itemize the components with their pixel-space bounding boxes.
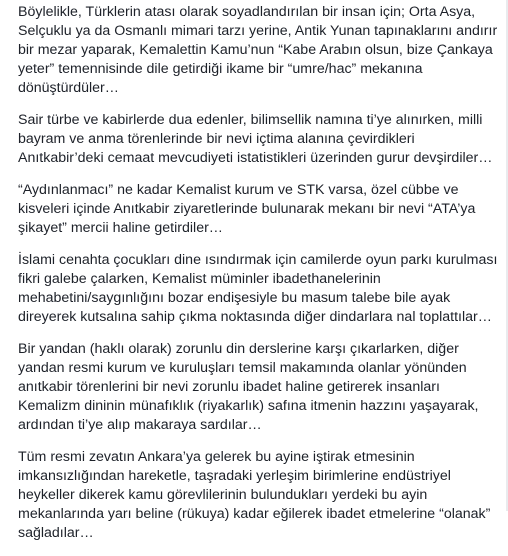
paragraph-line: mekanlarında yarı beline (rükuya) kadar eğilerek ibadet etmelerine “olanak” (18, 506, 491, 522)
paragraph-line: bir mezar yaparak, Kemalettin Kamu’nun “Kabe Arabın olsun, bize Çankaya (18, 42, 493, 58)
paragraph-line: yeter” temennisinde dile getirdiği ikame bir “umre/hac” mekanına (18, 61, 423, 77)
paragraph-line: İslami cenahta çocukları dine ısındırmak için camilerde oyun parkı kurulması (18, 252, 498, 268)
paragraph-line: bayram ve anma törenlerinde bir nevi içtima alanına çevirdikleri (18, 131, 415, 147)
paragraph-line: dönüştürdüler… (18, 80, 119, 96)
paragraph-line: heykeller dikerek kamu görevlilerinin bulundukları yerdeki bu ayin (18, 487, 428, 503)
paragraph-line: Bir yandan (haklı olarak) zorunlu din derslerine karşı çıkarlarken, diğer (18, 341, 459, 357)
post-body (18, 0, 498, 556)
paragraph-5 (18, 340, 488, 435)
paragraph-4 (18, 251, 498, 327)
paragraph-line: fikri galebe çalarken, Kemalist müminler ibadethanelerinin (18, 271, 381, 287)
paragraph-line: imkansızlığından hareketle, taşradaki yerleşim birimlerine endüstriyel (18, 468, 451, 484)
paragraph-line: Kemalizm dininin münafıklık (riyakarlık) safına itmenin hazzını yaşayarak, (18, 398, 479, 414)
paragraph-line: şikayet” mercii haline getirdiler… (18, 220, 223, 236)
paragraph-line: direyerek kutsalına sahip çıkma noktasında diğer dindarlara nal toplattılar… (18, 309, 492, 325)
paragraph-line: Selçuklu ya da Osmanlı mimari tarzı yerine, Antik Yunan tapınaklarını andırır (18, 23, 498, 39)
paragraph-line: Sair türbe ve kabirlerde dua edenler, bilimsellik namına ti’ye alınırken, milli (18, 112, 483, 128)
paragraph-line: mehabetini/saygınlığını bozar endişesiyle bu masum talebe bile ayak (18, 290, 451, 306)
paragraph-3 (18, 181, 488, 238)
paragraph-2 (18, 111, 493, 168)
paragraph-line: kisveleri içinde Anıtkabir ziyaretlerinde bulunarak mekanı bir nevi “ATA’ya (18, 201, 476, 217)
paragraph-line: Tüm resmi zevatın Ankara’ya gelerek bu ayine iştirak etmesinin (18, 449, 415, 465)
paragraph-line: ardından ti’ye alıp makaraya sardılar… (18, 417, 262, 433)
paragraph-line: sağladılar… (18, 525, 94, 541)
paragraph-line: Böylelikle, Türklerin atası olarak soyadlandırılan bir insan için; Orta Asya, (18, 4, 476, 20)
paragraph-1 (18, 3, 498, 98)
paragraph-line: Anıtkabir’deki cemaat mevcudiyeti istatistikleri üzerinden gurur devşirdiler… (18, 150, 493, 166)
paragraph-line: anıtkabir törenlerini bir nevi zorunlu ibadet haline getirerek insanları (18, 379, 440, 395)
paragraph-line: “Aydınlanmacı” ne kadar Kemalist kurum ve STK varsa, özel cübbe ve (18, 182, 459, 198)
paragraph-6 (18, 448, 491, 543)
paragraph-line: yandan resmi kurum ve kuruluşları temsil makamında olanlar yönünden (18, 360, 467, 376)
